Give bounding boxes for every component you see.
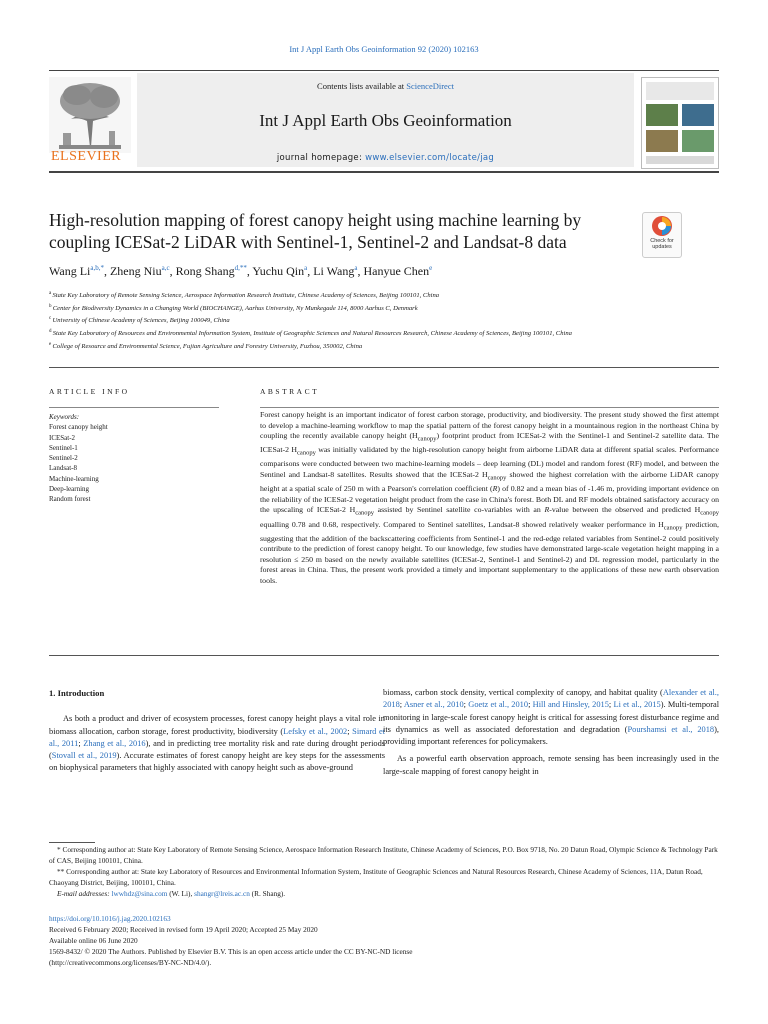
footnote-corresponding-2: ** Corresponding author at: State key Laboratory of Resources and Environmental Information System, Institute of Geographic Sciences and Natural Resources Research, Chinese Academy of Sciences, 11A, Datun Road, Chaoyang District, Beijing, 100101, China. (49, 866, 703, 887)
author-separator: , (246, 264, 253, 278)
intro-paragraph-2: biomass, carbon stock density, vertical complexity of canopy, and habitat quality (Alexander et al., 2018; Asner et al., 2010; Goetz et al., 2010; Hill and Hinsley, 2015; Li et al., 2015). Multi-temporal monitoring in large-scale forest canopy height is critical for assessing forest disturbance regime and its dynamics as well as associated deforestation and degradation (Pourshamsi et al., 2018), providing important references for policymakers. (383, 688, 720, 747)
author-name[interactable]: Li Wang (313, 264, 355, 278)
author-affiliation-marker[interactable]: a (304, 264, 308, 272)
homepage-line (137, 153, 634, 163)
homepage-prefix: journal homepage: (276, 153, 366, 163)
affiliation-text: State Key Laboratory of Remote Sensing Science, Aerospace Information Research Institute, Chinese Academy of Sciences, Beijing 100101, China (52, 292, 440, 300)
journal-cover-icon (641, 77, 719, 169)
author-name[interactable]: Rong Shang (175, 264, 235, 278)
column-left (49, 687, 385, 780)
divider-keywords (49, 407, 219, 408)
sciencedirect-link[interactable]: ScienceDirect (406, 81, 454, 91)
section-1-heading: 1. Introduction (49, 688, 105, 698)
author-name[interactable]: Zheng Niu (109, 264, 162, 278)
keyword-item: Sentinel-1 (49, 443, 78, 452)
affiliation-text: Center for Biodiversity Dynamics in a Changing World (BIOCHANGE), Aarhus University, Ny Munkegade 114, 8000 Aarhus C, Denmark (52, 304, 418, 312)
affiliation-text: State Key Laboratory of Resources and Environmental Information System, Institute of Geographic Sciences and Natural Resources Research, Chinese Academy of Sciences, Beijing 100101, China (52, 330, 572, 338)
author-name[interactable]: Hanyue Chen (363, 264, 430, 278)
author-separator: , (103, 264, 110, 278)
email-line (49, 889, 719, 900)
keyword-item: Deep-learning (49, 485, 90, 494)
affiliation-marker: a (49, 291, 53, 296)
affiliation-marker: d (49, 329, 53, 335)
keyword-item: Landsat-8 (49, 464, 77, 473)
intro-paragraph-3: As a powerful earth observation approach, remote sensing has been increasingly used in the large-scale mapping of forest canopy height in (383, 754, 719, 776)
author-name[interactable]: Yuchu Qin (252, 264, 305, 278)
email-owner-shang: (R. Shang). (249, 888, 286, 898)
author-affiliation-marker[interactable]: d,** (234, 264, 247, 272)
divider-abstract (260, 407, 719, 408)
citation-link[interactable]: Pourshamsi et al., 2018 (627, 724, 715, 734)
email-link-li[interactable]: lwwhdz@sina.com (111, 888, 168, 898)
keywords-label: Keywords: (49, 413, 80, 421)
affiliation-item (49, 314, 649, 327)
keyword-list (49, 422, 219, 504)
author-affiliation-marker[interactable]: a,b,* (90, 264, 104, 272)
author-affiliation-marker[interactable]: e (429, 264, 433, 272)
citation-link[interactable]: Hill and Hinsley, 2015 (532, 700, 609, 710)
citation-link[interactable]: Lefsky et al., 2002 (283, 726, 348, 736)
article-info-heading: ARTICLE INFO (49, 387, 130, 396)
author-name[interactable]: Wang Li (49, 264, 91, 278)
affiliation-item (49, 289, 649, 302)
citation-link[interactable]: Li et al., 2015 (613, 700, 661, 710)
crossmark-label: Check for updates (650, 238, 674, 250)
affiliation-item (49, 340, 649, 353)
crossmark-icon (643, 213, 681, 239)
affiliation-item (49, 302, 649, 315)
footnote-divider (49, 842, 95, 843)
citation-link[interactable]: Zhang et al., 2016 (83, 738, 146, 748)
keyword-item: Forest canopy height (49, 423, 108, 432)
available-online: Available online 06 June 2020 (49, 935, 138, 945)
keywords-block (49, 412, 219, 505)
contents-line (137, 81, 634, 91)
journal-masthead (49, 70, 719, 173)
author-separator: , (307, 264, 314, 278)
journal-header-box (137, 73, 634, 167)
column-right (383, 687, 719, 783)
citation-link[interactable]: Alexander et al., 2018 (383, 688, 719, 710)
affiliation-marker: c (49, 316, 53, 322)
author-list (49, 264, 719, 279)
footnote-corresponding-1: * Corresponding author at: State Key Laboratory of Remote Sensing Science, Aerospace Information Research Institute, Chinese Academy of Sciences, P.O. Box 9718, No. 20 Datun Road, Olympic Science & Technology Park of CAS, Beijing 100101, China. (49, 845, 718, 865)
email-label: E-mail addresses: (57, 888, 110, 898)
affiliation-marker: b (49, 303, 53, 309)
contents-prefix: Contents lists available at (317, 81, 407, 91)
affiliation-text: College of Resource and Environmental Science, Fujian Agriculture and Forestry University, Fuzhou, 350002, China (52, 342, 363, 350)
received-dates: Received 6 February 2020; Received in revised form 19 April 2020; Accepted 25 May 2020 (49, 924, 318, 934)
journal-title: Int J Appl Earth Obs Geoinformation (259, 111, 512, 130)
check-for-updates-button[interactable] (642, 212, 682, 258)
author-separator: , (357, 264, 364, 278)
citation-link[interactable]: Simard et al., 2011 (49, 726, 385, 748)
article-title: High-resolution mapping of forest canopy height using machine learning by coupling ICESat-2 LiDAR with Sentinel-1, Sentinel-2 and Landsat-8 data (49, 210, 582, 252)
running-header[interactable]: Int J Appl Earth Obs Geoinformation 92 (2020) 102163 (289, 44, 479, 54)
publication-info (49, 914, 719, 969)
affiliation-text: University of Chinese Academy of Sciences, Beijing 100049, China (52, 317, 230, 325)
abstract-heading: ABSTRACT (260, 387, 320, 396)
affiliation-item (49, 327, 649, 340)
email-link-shang[interactable]: shangr@lreis.ac.cn (194, 888, 250, 898)
author-affiliation-marker[interactable]: a,c (161, 264, 170, 272)
keyword-item: ICESat-2 (49, 433, 76, 442)
citation-link[interactable]: Goetz et al., 2010 (468, 700, 529, 710)
citation-link[interactable]: Asner et al., 2010 (403, 700, 464, 710)
citation-link[interactable]: Stovall et al., 2019 (51, 751, 117, 761)
keyword-item: Machine-learning (49, 474, 99, 483)
divider-top (49, 367, 719, 368)
homepage-link[interactable]: www.elsevier.com/locate/jag (365, 153, 495, 163)
abstract-text: Forest canopy height is an important indicator of forest carbon storage, productivity, and biodiversity. The present study showed the first attempt to develop a machine-learning workflow to map the spatial pattern of the forest canopy height in a mountainous region in the northeast China by coupling the recently available canopy height $(H_{canopy})$ footprint product from ICESat-2 with the Sentinel-1 and Sentinel-2 satellite data. The ICESat-2 $H_{canopy}$ was initially validated by the high-resolution canopy height from airborne LiDAR data at different spatial scales. Performance comparisons were conducted between two machine-learning models – deep learning (DL) model and random forest (RF) model, and between the Sentinel and Landsat-8 satellites. Results showed that the ICESat-2 $H_{canopy}$ showed the highest correlation with the airborne LiDAR canopy height at a spatial scale of 250 m with a Pearson's correlation coefficient (R) of 0.82 and a mean bias of -1.46 m, providing important evidence on the reliability of the ICESat-2 vegetation height product from the case in China's forest. Both DL and RF models obtained satisfactory accuracy on the upscaling of ICESat-2 $H_{canopy}$ assisted by Sentinel satellite co-variables with an R-value between the observed and predicted $H_{canopy}$ equalling 0.78 and 0.68, respectively. Compared to Sentinel satellites, Landsat-8 showed relatively weaker performance in $H_{canopy}$ prediction, suggesting that the addition of the backscattering coefficients from Sentinel-1 and the red-edge related variables from Sentinel-2 could positively contribute to the prediction of forest canopy height. To our knowledge, few studies have demonstrated large-scale vegetation height mapping in a resolution ≤ 250 m based on the newly available satellites (ICESat-2, Sentinel-1 and Sentinel-2) and DL regression model, particularly in the forest areas in China. Thus, the present work provided a timely and important supplementary to the applications of these new earth observation tools. (260, 410, 719, 586)
affiliations (49, 289, 649, 352)
intro-paragraph-1: As both a product and driver of ecosystem processes, forest canopy height plays a vital role in biomass allocation, carbon storage, forest productivity, biodiversity (Lefsky et al., 2002; Simard et al., 2011; Zhang et al., 2016), and in predicting tree mortality risk and rate during drought periods (Stovall et al., 2019). Accurate estimates of forest canopy height are key steps for the assessments on biophysical parameters that highly associated with canopy height such as above-ground (49, 714, 386, 773)
license-line-1: 1569-8432/ © 2020 The Authors. Published by Elsevier B.V. This is an open access article under the CC BY-NC-ND license (49, 946, 413, 956)
license-line-2[interactable]: (http://creativecommons.org/licenses/BY-NC-ND/4.0/). (49, 957, 212, 967)
keyword-item: Sentinel-2 (49, 454, 78, 463)
divider-bottom (49, 655, 719, 656)
affiliation-marker: e (49, 341, 53, 347)
footnotes (49, 845, 719, 900)
author-separator: , (169, 264, 176, 278)
author-affiliation-marker[interactable]: a (354, 264, 358, 272)
publisher-wordmark: ELSEVIER (51, 149, 122, 164)
email-owner-li: (W. Li), (167, 888, 195, 898)
doi-link[interactable]: https://doi.org/10.1016/j.jag.2020.102163 (49, 914, 171, 923)
keyword-item: Random forest (49, 495, 91, 504)
